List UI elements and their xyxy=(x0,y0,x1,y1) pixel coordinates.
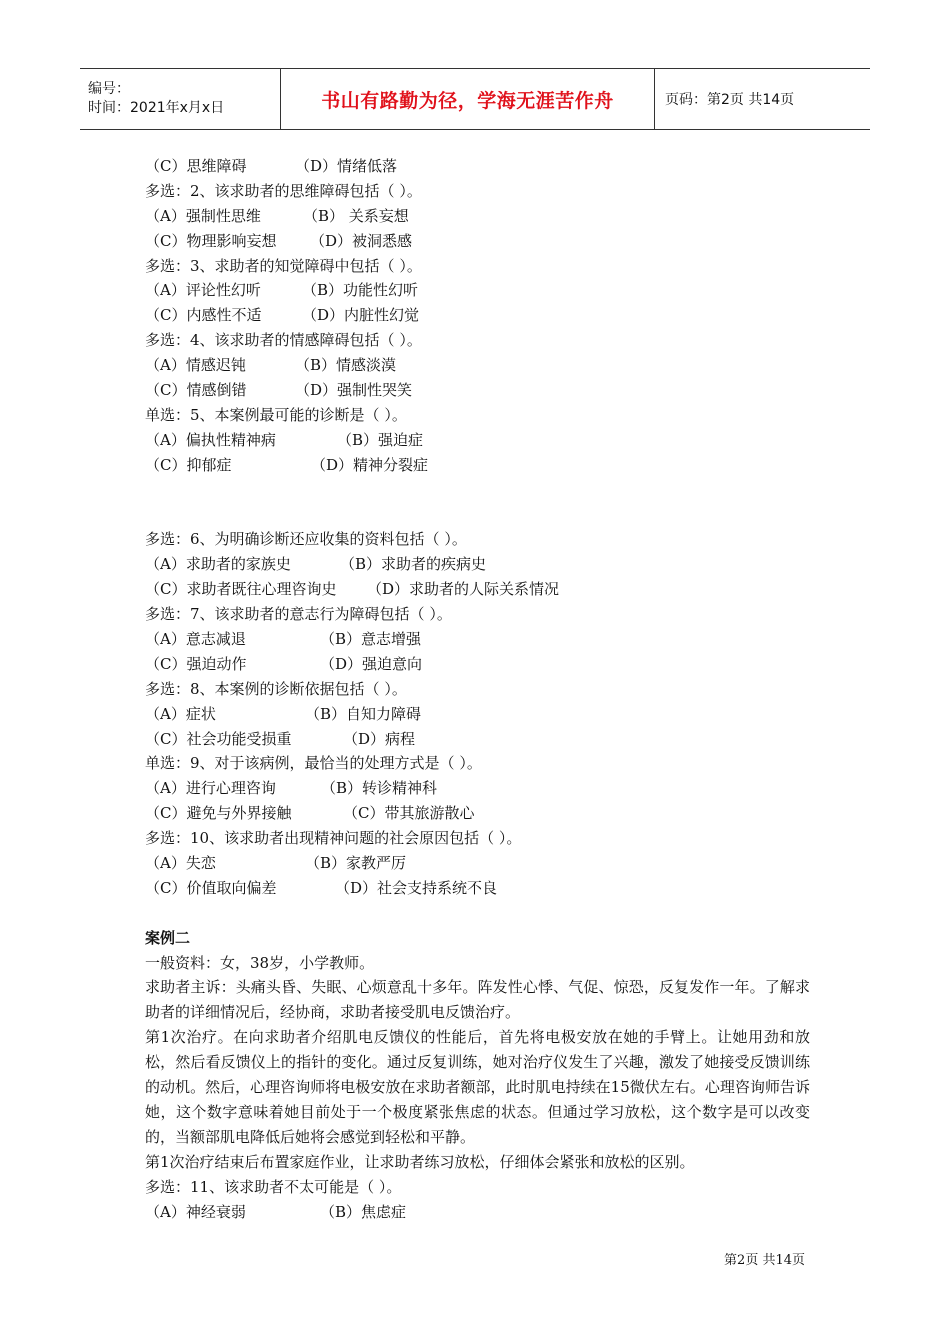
case-two-info: 一般资料：女，38岁，小学教师。 xyxy=(145,953,375,972)
option-b: （B） 关系妄想 xyxy=(303,206,409,225)
option-d: （D）强迫意向 xyxy=(320,654,423,673)
q10-stem: 多选：10、该求助者出现精神问题的社会原因包括（ ）。 xyxy=(145,829,522,848)
option-c: （C）情感倒错 xyxy=(145,381,247,400)
q2-options-ab xyxy=(145,204,810,229)
q8-options-ab xyxy=(145,702,810,727)
case-two-complaint: 求助者主诉：头痛头昏、失眠、心烦意乱十多年。阵发性心悸、气促、惊恐，反复发作一年。了解求助者的详细情况后，经协商，求助者接受肌电反馈治疗。 xyxy=(145,978,810,1022)
q3-options-ab xyxy=(145,278,810,303)
q10-options-ab xyxy=(145,851,810,876)
option-a: （A）求助者的家族史 xyxy=(145,555,291,574)
option-c: （C）思维障碍 xyxy=(145,157,247,175)
q7-stem: 多选：7、该求助者的意志行为障碍包括（ ）。 xyxy=(145,605,452,624)
option-c: （C）物理影响妄想 xyxy=(145,231,277,250)
page-footer: 第2页 共14页 xyxy=(724,1253,805,1268)
option-d: （D）精神分裂症 xyxy=(311,455,429,474)
option-a: （A）失恋 xyxy=(145,853,216,872)
page-header xyxy=(80,68,870,130)
q9-options-cd xyxy=(145,801,810,826)
time-label: 时间：2021年x月x日 xyxy=(88,100,225,116)
q5-options-ab xyxy=(145,428,810,453)
motto: 书山有路勤为径，学海无涯苦作舟 xyxy=(321,89,614,112)
q11-stem: 多选：11、该求助者不太可能是（ ）。 xyxy=(145,1178,402,1197)
case-two-title: 案例二 xyxy=(145,928,191,947)
option-b: （B）家教严厉 xyxy=(305,853,407,872)
q9-stem: 单选：9、对于该病例，最恰当的处理方式是（ ）。 xyxy=(145,754,482,773)
option-a: （A）情感迟钝 xyxy=(145,356,246,375)
q2-options-cd xyxy=(145,229,810,254)
header-page-cell xyxy=(655,69,870,129)
blank-space xyxy=(145,901,810,926)
option-a: （A）偏执性精神病 xyxy=(145,430,276,449)
option-d: （D）社会支持系统不良 xyxy=(335,878,498,897)
q6-options-ab xyxy=(145,552,810,577)
q3-options-cd xyxy=(145,303,810,328)
q8-options-cd xyxy=(145,727,810,752)
option-d: （D）被洞悉感 xyxy=(310,231,413,250)
option-d: （D）内脏性幻觉 xyxy=(302,306,420,325)
q2-stem: 多选：2、该求助者的思维障碍包括（ ）。 xyxy=(145,181,422,200)
option-b: （B）焦虑症 xyxy=(320,1203,407,1222)
option-a: （A）症状 xyxy=(145,704,216,723)
option-d: （D）强制性哭笑 xyxy=(295,381,413,400)
option-b: （B）功能性幻听 xyxy=(302,281,419,300)
option-c: （C）强迫动作 xyxy=(145,654,247,673)
option-b: （B）转诊精神科 xyxy=(321,779,438,798)
option-c: （C）抑郁症 xyxy=(145,455,232,474)
option-a: （A）意志减退 xyxy=(145,629,246,648)
q8-stem: 多选：8、本案例的诊断依据包括（ ）。 xyxy=(145,679,407,698)
option-c: （C）价值取向偏差 xyxy=(145,878,277,897)
option-c: （C）社会功能受损重 xyxy=(145,729,292,748)
q5-stem: 单选：5、本案例最可能的诊断是（ ）。 xyxy=(145,405,407,424)
q1-options-cd xyxy=(145,154,810,179)
option-a: （A）强制性思维 xyxy=(145,206,261,225)
q10-options-cd xyxy=(145,876,810,901)
option-c: （C）求助者既往心理咨询史 xyxy=(145,580,337,599)
q4-options-ab xyxy=(145,353,810,378)
option-b: （B）意志增强 xyxy=(320,629,422,648)
document-body xyxy=(145,154,810,1225)
q6-stem: 多选：6、为明确诊断还应收集的资料包括（ ）。 xyxy=(145,530,467,549)
option-a: （A）神经衰弱 xyxy=(145,1203,246,1222)
option-d: （D）病程 xyxy=(343,729,416,748)
page-label: 页码：第2页 共14页 xyxy=(665,92,795,108)
q6-options-cd xyxy=(145,577,810,602)
header-meta xyxy=(80,69,281,129)
option-a: （A）评论性幻听 xyxy=(145,281,261,300)
q9-options-ab xyxy=(145,776,810,801)
option-b: （B）自知力障碍 xyxy=(305,704,422,723)
option-c: （C）内感性不适 xyxy=(145,306,262,325)
number-label: 编号： xyxy=(88,81,130,97)
q11-options-ab xyxy=(145,1200,810,1225)
blank-space xyxy=(145,478,810,528)
header-motto-cell xyxy=(281,69,655,129)
option-c: （C）避免与外界接触 xyxy=(145,804,292,823)
case-two-homework: 第1次治疗结束后布置家庭作业，让求助者练习放松，仔细体会紧张和放松的区别。 xyxy=(145,1153,695,1172)
option-d: （D）求助者的人际关系情况 xyxy=(367,580,560,599)
option-b: （B）求助者的疾病史 xyxy=(340,555,487,574)
q4-stem: 多选：4、该求助者的情感障碍包括（ ）。 xyxy=(145,331,422,350)
q7-options-cd xyxy=(145,652,810,677)
option-b: （B）情感淡漠 xyxy=(295,356,397,375)
option-d: （C）带其旅游散心 xyxy=(343,804,475,823)
q4-options-cd xyxy=(145,378,810,403)
q3-stem: 多选：3、求助者的知觉障碍中包括（ ）。 xyxy=(145,256,422,275)
q7-options-ab xyxy=(145,627,810,652)
case-two-therapy: 第1次治疗。在向求助者介绍肌电反馈仪的性能后，首先将电极安放在她的手臂上。让她用劲和放松，然后看反馈仪上的指针的变化。通过反复训练，她对治疗仪发生了兴趣，激发了她接受反馈训练的动机。然后，心理咨询师将电极安放在求助者额部，此时肌电持续在15微伏左右。心理咨询师告诉她，这个数字意味着她目前处于一个极度紧张焦虑的状态。但通过学习放松，这个数字是可以改变的，当额部肌电降低后她将会感觉到轻松和平静。 xyxy=(145,1028,810,1147)
option-a: （A）进行心理咨询 xyxy=(145,779,276,798)
option-b: （B）强迫症 xyxy=(337,430,424,449)
option-d: （D）情绪低落 xyxy=(295,157,398,175)
q5-options-cd xyxy=(145,453,810,478)
